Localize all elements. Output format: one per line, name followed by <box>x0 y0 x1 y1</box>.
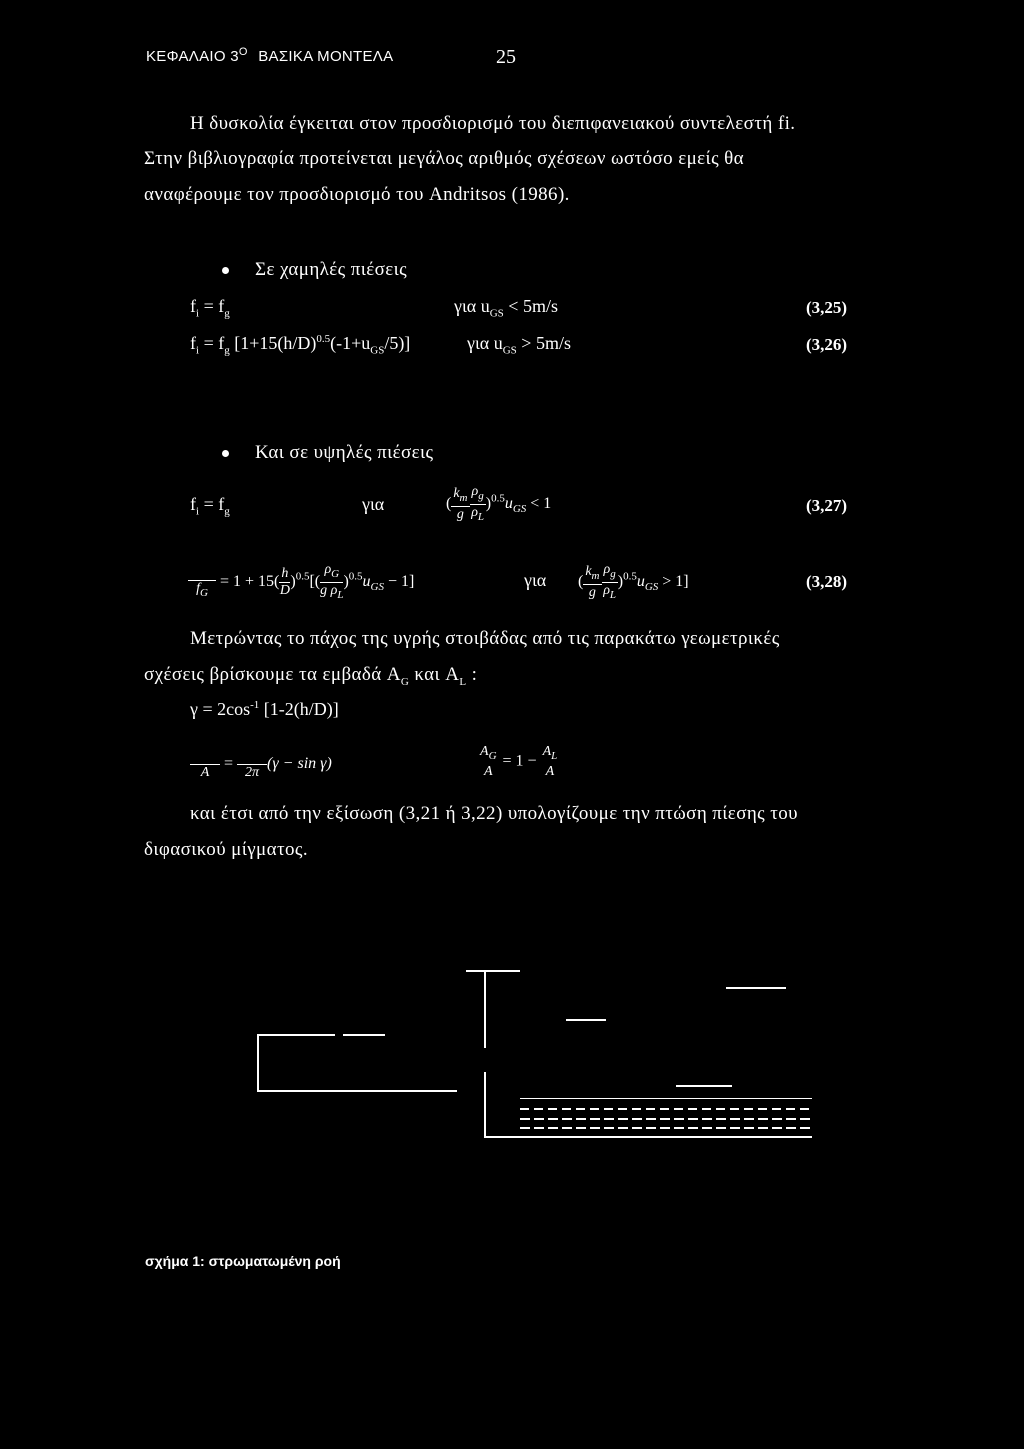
eq28-frac-hD: $\frac{h}{D}$ <box>279 565 290 598</box>
figure-box-top-2 <box>343 1034 385 1036</box>
eq26-lhs-sub: i <box>196 344 200 357</box>
outro-line-2: διφασικού μίγματος. <box>144 839 308 860</box>
equation-3-27-lhs <box>190 494 230 518</box>
bullet-dot-icon <box>222 267 229 274</box>
equation-number-3-28: (3,28) <box>806 572 848 591</box>
figure-liquid-dashes-3 <box>520 1127 812 1129</box>
chapter-header <box>146 46 393 65</box>
eq28-lhs-frac: $f_G$ <box>188 564 216 601</box>
equation-3-28-condition: ( $\frac{k_m}{g}$ $\frac{\rho_g}{\rho_L}$ )$^{0.5}u_{GS} > 1$] <box>578 562 689 601</box>
equation-3-27-expression: ( $\frac{k_m}{g}$ $\frac{\rho_g}{\rho_L}$ )$^{0.5}u_{GS} < 1$ <box>446 484 552 523</box>
geometry-line-2b: και A <box>409 664 460 685</box>
eq25-rhs: = f <box>199 296 225 316</box>
eq26-cond-rest: > 5m/s <box>516 333 571 353</box>
area-eq-sign: = <box>224 755 234 773</box>
eq25-lhs-sub: i <box>196 307 200 320</box>
chapter-title: ΒΑΣΙΚΑ ΜΟΝΤΕΛΑ <box>258 48 394 65</box>
equation-3-26 <box>190 333 410 357</box>
geometry-sub-l: L <box>459 675 467 688</box>
figure-box-bottom <box>257 1090 457 1092</box>
figure-box-top-1 <box>257 1034 335 1036</box>
gamma-equation <box>190 699 339 720</box>
figure-dash-a <box>726 987 786 989</box>
eq26-body2: (-1+u <box>330 333 371 353</box>
eq26-rhs: = f <box>199 333 225 353</box>
gamma-sup: -1 <box>250 699 260 711</box>
eq28-u2-sub: GS <box>644 581 659 594</box>
chapter-label: ΚΕΦΑΛΑΙΟ 3 <box>146 48 239 65</box>
intro-line-2: Στην βιβλιογραφία προτείνεται μεγάλος αριθμός σχέσεων ωστόσο εμείς θα <box>144 148 744 169</box>
eq28-frac-km: $\frac{k_m}{g}$ <box>585 563 600 600</box>
bullet-low-pressure <box>222 259 407 281</box>
equation-3-26-condition <box>467 333 571 357</box>
area-eq-rest: (γ − sin γ) <box>267 755 332 773</box>
eq28-sup1: 0.5 <box>295 570 310 583</box>
figure-bottom-line <box>484 1136 812 1138</box>
eq28-rel: > 1] <box>658 572 689 590</box>
figure-top-line <box>466 970 520 972</box>
chapter-sup: Ο <box>238 46 248 58</box>
eq25-rhs-sub: g <box>224 307 230 320</box>
equation-number-3-27: (3,27) <box>806 496 848 515</box>
eq26-cond-sub: GS <box>502 344 517 357</box>
area-equation-right <box>478 744 559 780</box>
eq27-frac-rho: $\frac{\rho_g}{\rho_L}$ <box>471 484 485 523</box>
gamma-eq: γ = 2cos <box>190 699 251 719</box>
figure-dash-b <box>566 1019 606 1021</box>
figure-caption: σχήμα 1: στρωματωμένη ροή <box>145 1253 341 1269</box>
eq25-cond-sub: GS <box>489 307 504 320</box>
eq27-cond: για <box>362 494 385 514</box>
area-coef-frac: 2π <box>237 748 267 781</box>
bullet-low-label: Σε χαμηλές πιέσεις <box>255 259 408 280</box>
area-al-frac: $A_L$ A <box>542 744 558 779</box>
outro-line-1: και έτσι από την εξίσωση (3,21 ή 3,22) υπολογίζουμε την πτώση πίεσης του <box>190 803 798 824</box>
eq26-rhs-sub: g <box>224 344 230 357</box>
bullet-high-label: Και σε υψηλές πιέσεις <box>255 442 434 463</box>
figure-vertical-upper <box>484 970 486 1048</box>
eq26-cond: για u <box>467 333 503 353</box>
eq27-power: 0.5 <box>491 492 505 505</box>
figure-liquid-dashes-2 <box>520 1118 812 1120</box>
eq27-rhs-sub: g <box>224 505 230 518</box>
figure-interface-line-1 <box>676 1085 732 1087</box>
equation-3-28-expression: $f_G$ = 1 + 15( $\frac{h}{D}$ )$^{0.5}$[( $\frac{\rho_G}{g \rho_L}$ )$^{0.5}u_{GS} - 1$] <box>188 562 414 603</box>
eq28-u-sub: GS <box>370 581 384 594</box>
eq28-u2: u <box>636 572 645 590</box>
equation-number-3-26: (3,26) <box>806 335 848 354</box>
area-lhs-frac: A <box>190 748 220 781</box>
intro-line-1: Η δυσκολία έγκειται στον προσδιορισμό του διεπιφανειακού συντελεστή fi. <box>190 113 796 134</box>
bullet-dot-icon <box>222 450 229 457</box>
eq28-body1: = 1 + 15( <box>220 572 280 590</box>
geometry-line-2a: σχέσεις βρίσκουμε τα εμβαδά A <box>144 664 401 685</box>
eq26-body1: [1+15(h/D) <box>229 333 317 353</box>
eq28-body3: − 1] <box>384 572 415 590</box>
equation-3-25 <box>190 296 230 320</box>
page-number: 25 <box>496 46 516 68</box>
eq27-u: u <box>504 494 513 512</box>
figure-box-left <box>257 1034 259 1092</box>
eq25-lhs: f <box>190 296 196 316</box>
intro-line-3: αναφέρουμε τον προσδιορισμό του Andritsos (1986). <box>144 184 570 205</box>
area-equation-left <box>190 748 332 781</box>
geometry-line-2c: : <box>466 664 478 685</box>
area-eq-mid: = 1 − <box>502 752 537 770</box>
eq26-sub2: GS <box>370 344 385 357</box>
bullet-high-pressure <box>222 442 433 464</box>
eq26-lhs: f <box>190 333 196 353</box>
eq28-frac-rhoG: $\frac{\rho_G}{g \rho_L}$ <box>320 562 344 601</box>
figure-liquid-dashes-1 <box>520 1108 812 1110</box>
eq28-sup2: 0.5 <box>348 570 363 583</box>
eq28-u: u <box>362 572 371 590</box>
geometry-line-1: Μετρώντας το πάχος της υγρής στοιβάδας από τις παρακάτω γεωμετρικές <box>190 628 780 649</box>
eq27-frac-km-g: $\frac{k_m}{g}$ <box>453 485 468 522</box>
equation-3-25-condition <box>454 296 558 320</box>
eq28-frac-rhog: $\frac{\rho_g}{\rho_L}$ <box>603 562 617 601</box>
eq26-body3: /5)] <box>384 333 411 353</box>
figure-interface-line-2 <box>520 1098 812 1099</box>
eq25-cond: για u <box>454 296 490 316</box>
equation-number-3-25: (3,25) <box>806 298 848 317</box>
eq27-lhs-sub: i <box>196 505 200 518</box>
area-ag-frac: $A_G$ A <box>480 744 497 779</box>
eq27-u-sub: GS <box>512 503 527 516</box>
geometry-sub-g: G <box>400 675 410 688</box>
eq27-lhs: f <box>190 494 196 514</box>
figure-vertical-lower <box>484 1072 486 1138</box>
eq27-rhs: = f <box>199 494 225 514</box>
geometry-line-2 <box>144 664 477 688</box>
eq25-cond-rest: < 5m/s <box>503 296 558 316</box>
eq28-sup3: 0.5 <box>623 570 637 583</box>
eq28-cond: για <box>524 570 547 590</box>
eq28-body2: [( <box>309 572 321 590</box>
eq26-sup: 0.5 <box>316 333 331 345</box>
eq27-rel: < 1 <box>526 494 552 512</box>
gamma-rest: [1-2(h/D)] <box>259 699 339 719</box>
